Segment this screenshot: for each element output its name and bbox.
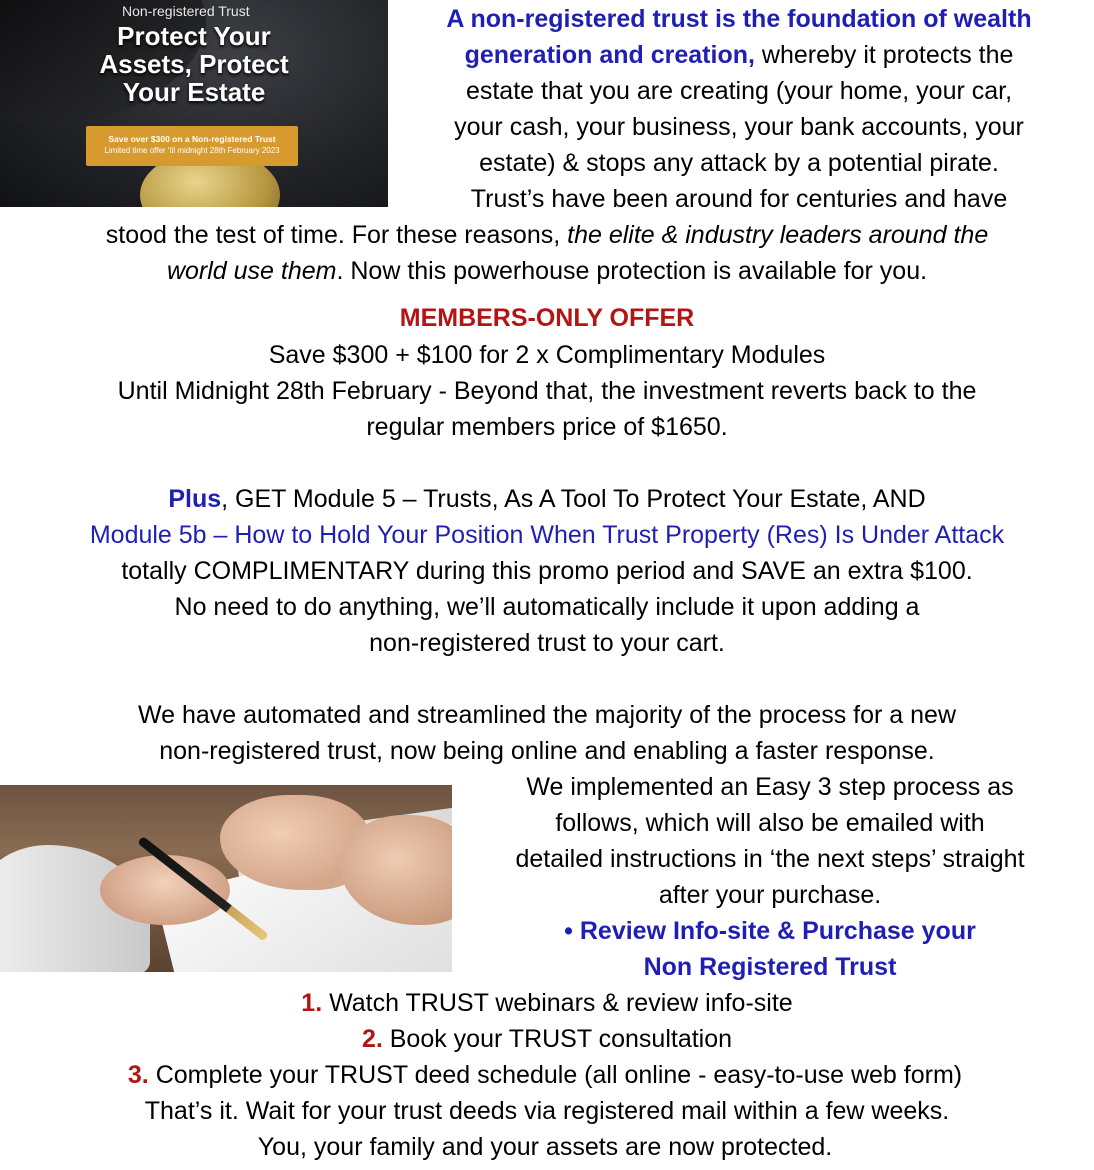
plus-line-4: No need to do anything, we’ll automatically include it upon adding a	[174, 593, 920, 621]
plus-line-5: non-registered trust to your cart.	[369, 629, 725, 657]
plus-line-2: Module 5b – How to Hold Your Position When Trust Property (Res) Is Under Attack	[89, 521, 1005, 549]
process-line-5: detailed instructions in ‘the next steps’ straight	[515, 845, 1025, 873]
signing-photo	[0, 785, 452, 972]
intro-line-6: Trust’s have been around for centuries and have	[470, 185, 1008, 213]
process-line-3: We implemented an Easy 3 step process as	[526, 773, 1014, 801]
step-2: 2. Book your TRUST consultation	[361, 1025, 733, 1053]
promo-subtitle: Non-registered Trust	[122, 3, 250, 19]
intro-line-3: estate that you are creating (your home, your car,	[465, 77, 1013, 105]
intro-line-8: world use them. Now this powerhouse protection is available for you.	[166, 257, 928, 285]
offer-line-1: Save $300 + $100 for 2 x Complimentary Modules	[268, 341, 826, 369]
offer-heading: MEMBERS-ONLY OFFER	[399, 304, 695, 332]
promo-image	[0, 0, 388, 207]
promo-banner: Save over $300 on a Non-registered Trust Limited time offer 'til midnight 28th February 2023	[86, 126, 298, 166]
process-line-6: after your purchase.	[658, 881, 882, 909]
intro-line-7: stood the test of time. For these reasons, the elite & industry leaders around the	[105, 221, 989, 249]
bullet-review-line-2: Non Registered Trust	[643, 953, 897, 981]
offer-line-3: regular members price of $1650.	[366, 413, 728, 441]
closing-line-2: You, your family and your assets are now protected.	[257, 1133, 833, 1161]
process-line-2: non-registered trust, now being online and enabling a faster response.	[159, 737, 935, 765]
intro-line-2: generation and creation, whereby it protects the	[464, 41, 1014, 69]
plus-line-3: totally COMPLIMENTARY during this promo period and SAVE an extra $100.	[121, 557, 973, 585]
process-line-4: follows, which will also be emailed with	[555, 809, 985, 837]
bullet-review-line-1: • Review Info-site & Purchase your	[564, 917, 976, 945]
plus-line-1: Plus, GET Module 5 – Trusts, As A Tool To Protect Your Estate, AND	[168, 485, 926, 513]
intro-line-5: estate) & stops any attack by a potential pirate.	[479, 149, 999, 177]
intro-line-4: your cash, your business, your bank accounts, your	[454, 113, 1024, 141]
intro-line-1: A non-registered trust is the foundation of wealth	[446, 5, 1032, 33]
process-line-1: We have automated and streamlined the majority of the process for a new	[137, 701, 957, 729]
step-1: 1. Watch TRUST webinars & review info-site	[301, 989, 793, 1017]
closing-line-1: That’s it. Wait for your trust deeds via registered mail within a few weeks.	[144, 1097, 950, 1125]
promo-title: Protect Your Assets, Protect Your Estate	[99, 21, 289, 107]
step-3: 3. Complete your TRUST deed schedule (all online - easy-to-use web form)	[127, 1061, 963, 1089]
offer-line-2: Until Midnight 28th February - Beyond that, the investment reverts back to the	[117, 377, 977, 405]
